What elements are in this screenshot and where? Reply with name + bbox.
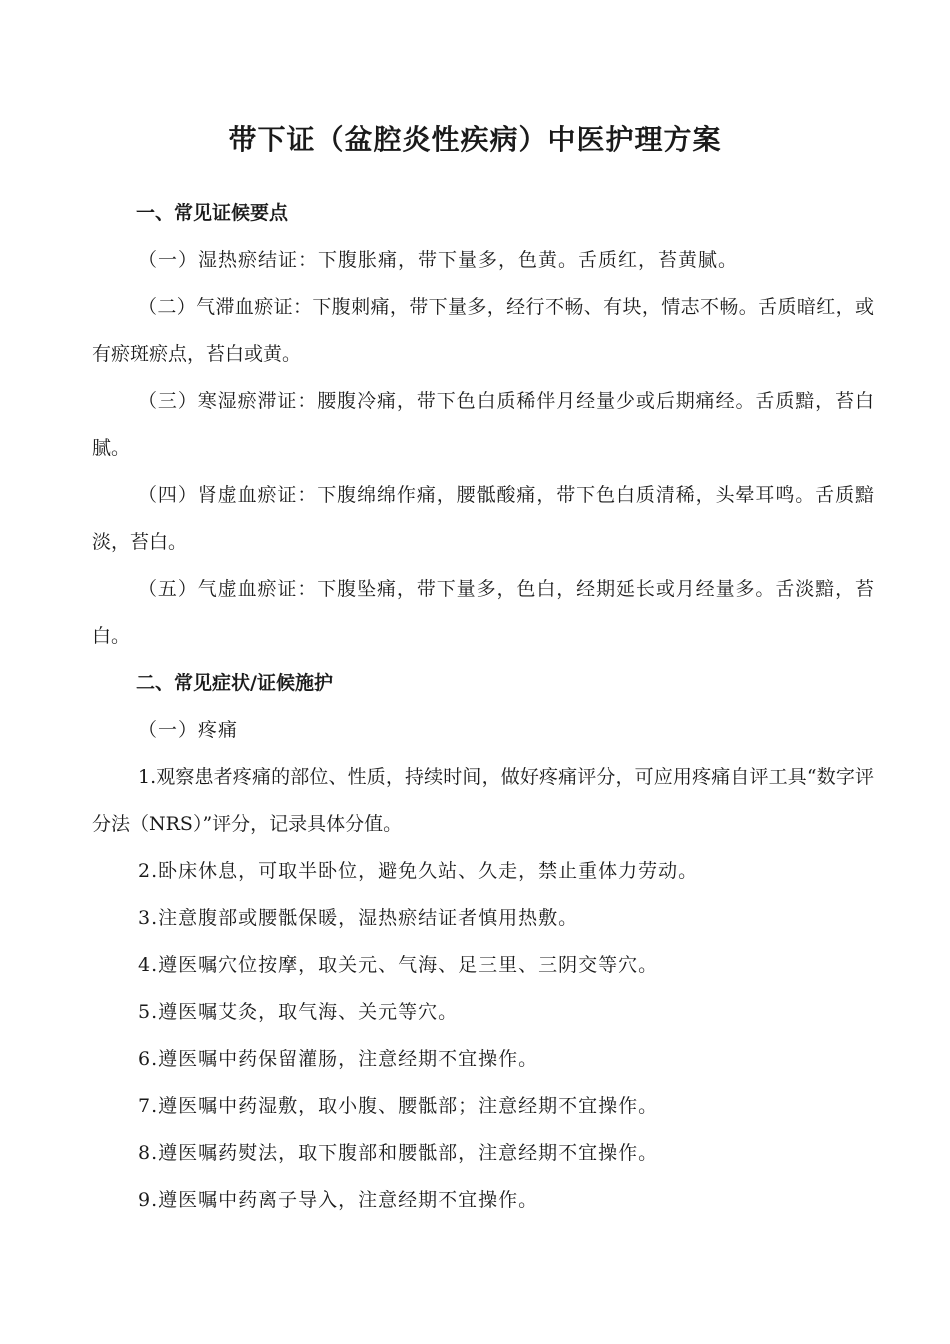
nursing-item: 5.遵医嘱艾灸，取气海、关元等穴。	[138, 1001, 459, 1023]
document-body	[92, 190, 874, 1224]
nursing-item: 4.遵医嘱穴位按摩，取关元、气海、足三里、三阴交等穴。	[138, 954, 659, 976]
syndrome-item: （三）寒湿瘀滞证：腰腹冷痛，带下色白质稀伴月经量少或后期痛经。舌质黯，苔白腻。	[92, 390, 874, 459]
syndrome-item: （五）气虚血瘀证：下腹坠痛，带下量多，色白，经期延长或月经量多。舌淡黯，苔白。	[92, 578, 874, 647]
nursing-item: 7.遵医嘱中药湿敷，取小腹、腰骶部；注意经期不宜操作。	[138, 1095, 659, 1117]
document-title: 带下证（盆腔炎性疾病）中医护理方案	[228, 123, 722, 156]
nursing-item: 8.遵医嘱药熨法，取下腹部和腰骶部，注意经期不宜操作。	[138, 1142, 659, 1164]
subsection-heading-pain: （一）疼痛	[138, 719, 239, 741]
section-heading-syndromes: 一、常见证候要点	[136, 202, 289, 224]
nursing-item: 9.遵医嘱中药离子导入，注意经期不宜操作。	[138, 1189, 539, 1211]
syndrome-item: （二）气滞血瘀证：下腹刺痛，带下量多，经行不畅、有块，情志不畅。舌质暗红，或有瘀斑瘀点，苔白或黄。	[92, 296, 874, 365]
nursing-item: 2.卧床休息，可取半卧位，避免久站、久走，禁止重体力劳动。	[138, 860, 699, 882]
syndrome-item: （四）肾虚血瘀证：下腹绵绵作痛，腰骶酸痛，带下色白质清稀，头晕耳鸣。舌质黯淡，苔白。	[92, 484, 874, 553]
nursing-item: 1.观察患者疼痛的部位、性质，持续时间，做好疼痛评分，可应用疼痛自评工具“数字评分法（NRS）”评分，记录具体分值。	[92, 766, 874, 835]
nursing-item: 6.遵医嘱中药保留灌肠，注意经期不宜操作。	[138, 1048, 539, 1070]
section-heading-nursing: 二、常见症状/证候施护	[136, 672, 333, 694]
syndrome-item: （一）湿热瘀结证：下腹胀痛，带下量多，色黄。舌质红，苔黄腻。	[138, 249, 739, 271]
nursing-item: 3.注意腹部或腰骶保暖，湿热瘀结证者慎用热敷。	[138, 907, 579, 929]
